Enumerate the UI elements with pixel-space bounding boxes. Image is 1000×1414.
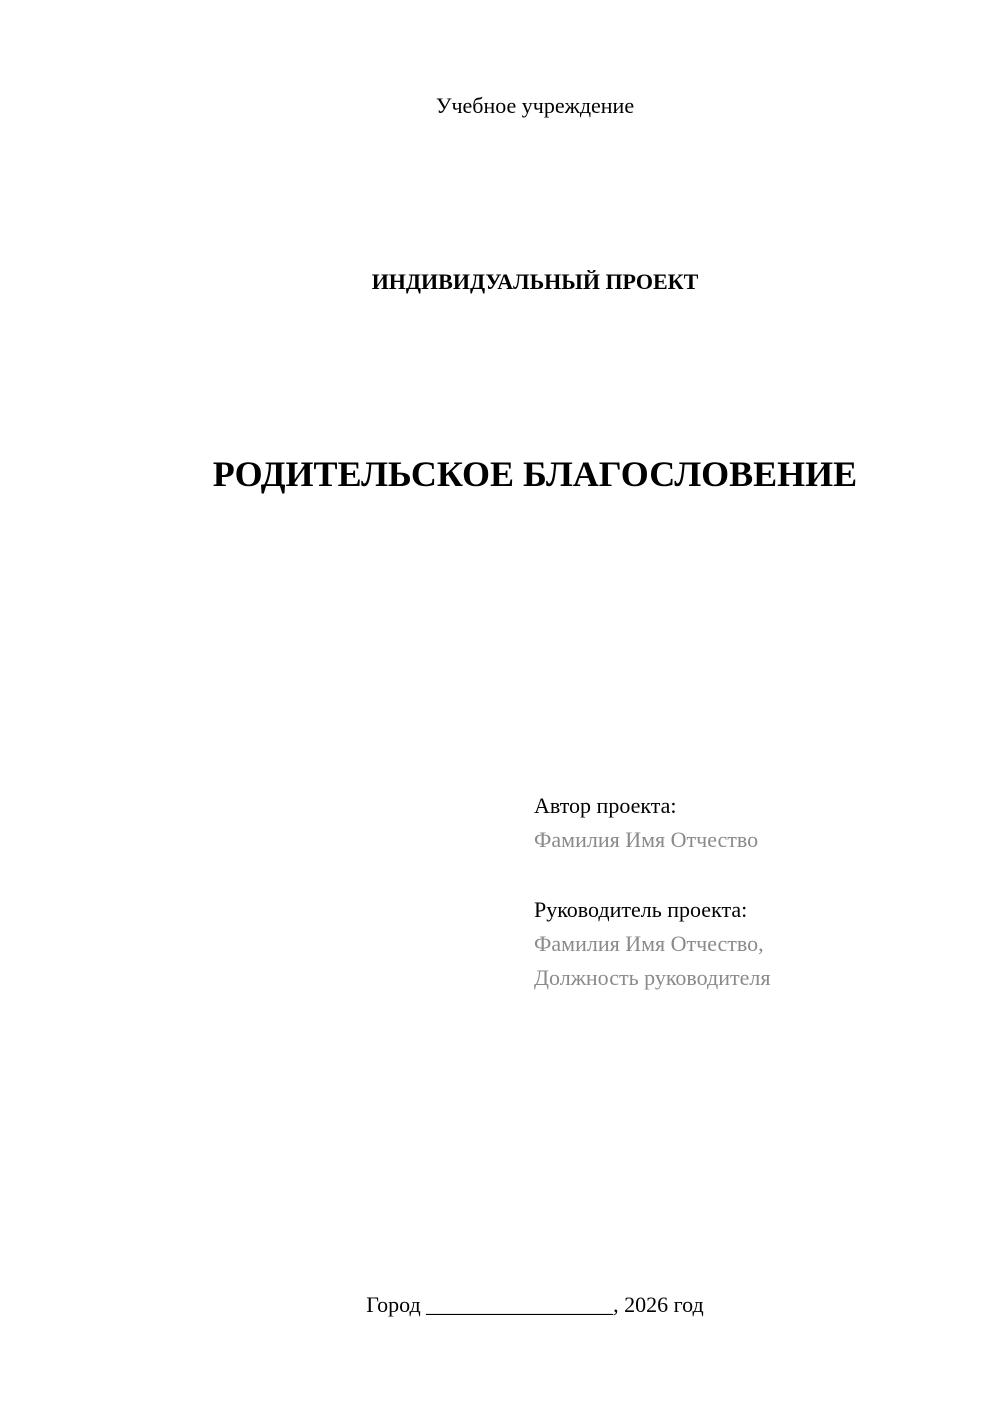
author-name: Фамилия Имя Отчество: [534, 827, 759, 852]
info-spacer: [534, 857, 974, 893]
city-year-line: Город _________________, 2026 год: [366, 1292, 704, 1317]
supervisor-label: Руководитель проекта:: [534, 897, 748, 922]
project-info: [534, 789, 974, 995]
author-label: Автор проекта:: [534, 793, 677, 818]
institution-name: Учебное учреждение: [435, 93, 635, 118]
supervisor-position: Должность руководителя: [534, 965, 771, 990]
document-title: РОДИТЕЛЬСКОЕ БЛАГОСЛОВЕНИЕ: [212, 454, 858, 494]
document-type: ИНДИВИДУАЛЬНЫЙ ПРОЕКТ: [371, 269, 699, 294]
supervisor-name: Фамилия Имя Отчество,: [534, 931, 764, 956]
